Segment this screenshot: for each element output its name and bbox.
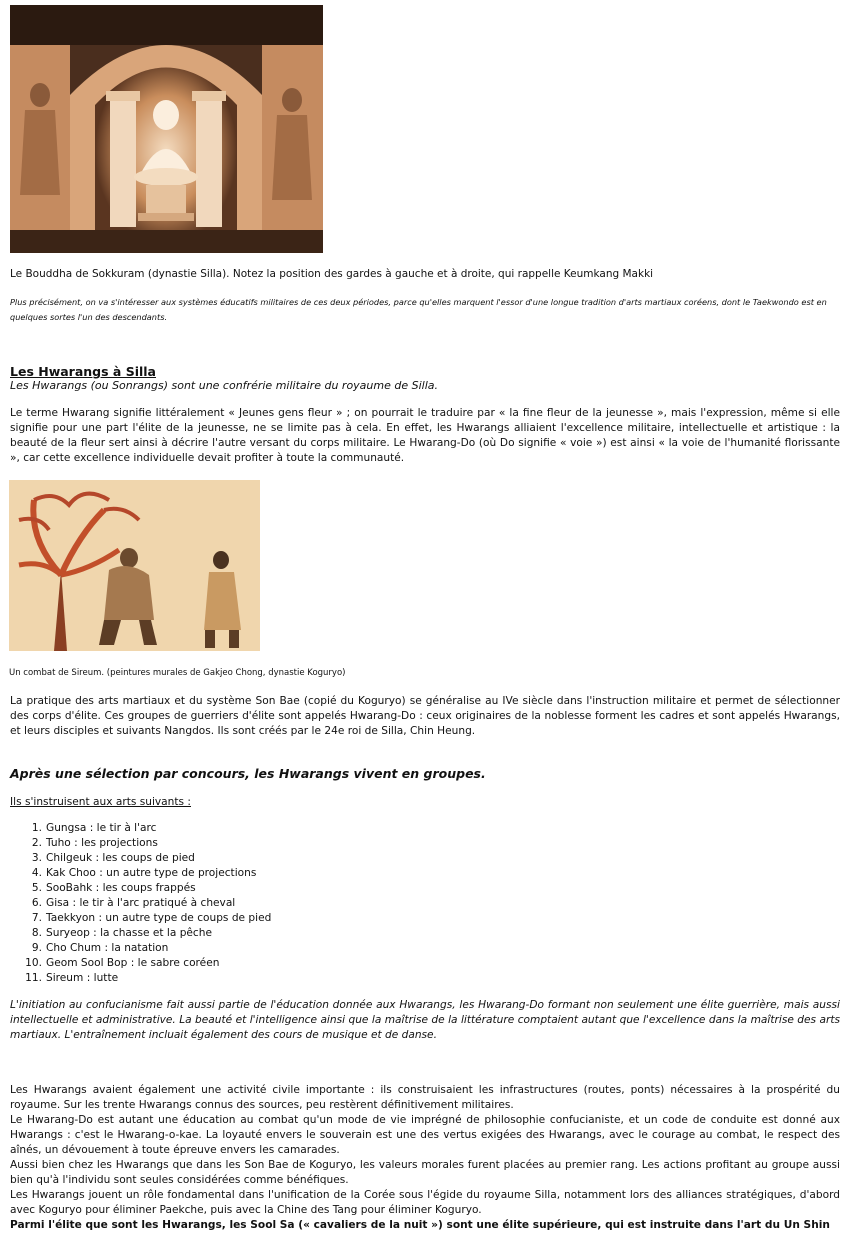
list-item: 1. Gungsa : le tir à l'arc [31,822,157,834]
section-title: Les Hwarangs à Silla [10,364,156,379]
list-item: 3. Chilgeuk : les coups de pied [31,852,195,864]
civil-line-3: Aussi bien chez les Hwarangs que dans les Son Bae de Koguryo, les valeurs morales furent placées au premier rang. Les actions profitant au groupe aussi bien qu'à l'individu sont seules considérées comme bénéfiques. [10,1159,840,1186]
arts-list [10,821,271,986]
buddha-caption: Le Bouddha de Sokkuram (dynastie Silla). Notez la position des gardes à gauche et à droite, qui rappelle Keumkang Makki [10,268,654,280]
list-item: 11. Sireum : lutte [25,972,119,984]
civil-activity-paragraph [10,1083,840,1233]
groups-heading: Après une sélection par concours, les Hwarangs vivent en groupes. [10,766,486,781]
section-subtitle: Les Hwarangs (ou Sonrangs) sont une confrérie militaire du royaume de Silla. [10,379,439,392]
civil-line-2: Le Hwarang-Do est autant une éducation au combat qu'un mode de vie imprégné de philosophie confucianiste, et un code de conduite est donné aux Hwarangs : c'est le Hwarang-o-kae. La loyauté envers le souverain est une des vertus exigées des Hwarangs, avec le courage au combat, le respect des aînés, un dévouement à toute épreuve envers les camarades. [10,1114,840,1156]
list-item: 9. Cho Chum : la natation [31,942,169,954]
list-item: 8. Suryeop : la chasse et la pêche [31,927,212,939]
hwarang-definition-paragraph: Le terme Hwarang signifie littéralement « Jeunes gens fleur » ; on pourrait le traduire par « la fine fleur de la jeunesse », mais l'expression, même si elle signifie pour une part l'élite de la jeunesse, ne se limite pas à cela. En effet, les Hwarangs alliaient l'excellence militaire, intellectuelle et artistique : la beauté de la fleur sert ainsi à décrire l'autre versant du corps militaire. Le Hwarang-Do (où Do signifie « voie ») est ainsi « la voie de l'humanité florissante », car cette excellence individuelle devait profiter à toute la communauté. [10,407,840,464]
civil-line-5: Parmi l'élite que sont les Hwarangs, les Sool Sa (« cavaliers de la nuit ») sont une élite supérieure, qui est instruite dans l'art du Un Shin [10,1219,830,1231]
list-item: 5. SooBahk : les coups frappés [31,882,196,894]
civil-line-4: Les Hwarangs jouent un rôle fondamental dans l'unification de la Corée sous l'égide du royaume Silla, notamment lors des alliances stratégiques, d'abord avec Koguryo pour éliminer Paekche, puis avec la Chine des Tang pour éliminer Koguryo. [10,1189,840,1216]
confucianism-paragraph: L'initiation au confucianisme fait aussi partie de l'éducation donnée aux Hwarangs, les Hwarang-Do formant non seulement une élite guerrière, mais aussi intellectuelle et administrative. La beauté et l'intelligence ainsi que la maîtrise de la littérature comptaient autant que l'excellence dans la maîtrise des arts martiaux. L'entraînement incluait également des cours de musique et de danse. [10,999,840,1041]
intro-paragraph: Plus précisément, on va s'intéresser aux systèmes éducatifs militaires de ces deux périodes, parce qu'elles marquent l'essor d'une longue tradition d'arts martiaux coréens, dont le Taekwondo est en quelques sortes l'un des descendants. [10,297,827,322]
sireum-mural-photo [9,480,260,651]
arts-list-heading: Ils s'instruisent aux arts suivants : [10,796,191,808]
list-item: 10. Geom Sool Bop : le sabre coréen [25,957,220,969]
list-item: 6. Gisa : le tir à l'arc pratiqué à cheval [31,897,236,909]
list-item: 4. Kak Choo : un autre type de projections [31,867,257,879]
son-bae-paragraph: La pratique des arts martiaux et du système Son Bae (copié du Koguryo) se généralise au IVe siècle dans l'instruction militaire et permet de sélectionner des corps d'élite. Ces groupes de guerriers d'élite sont appelés Hwarang-Do : ceux originaires de la noblesse forment les cadres et sont appelés Hwarangs, et leurs disciples et suivants Nangdos. Ils sont créés par le 24e roi de Silla, Chin Heung. [10,695,840,737]
sireum-caption: Un combat de Sireum. (peintures murales de Gakjeo Chong, dynastie Koguryo) [9,668,346,678]
list-item: 2. Tuho : les projections [31,837,158,849]
list-item: 7. Taekkyon : un autre type de coups de pied [31,912,272,924]
buddha-sokkuram-photo [10,5,323,253]
civil-line-1: Les Hwarangs avaient également une activité civile importante : ils construisaient les infrastructures (routes, ponts) nécessaires à la prospérité du royaume. Sur les trente Hwarangs connus des sources, peu restèrent définitivement militaires. [10,1084,840,1111]
